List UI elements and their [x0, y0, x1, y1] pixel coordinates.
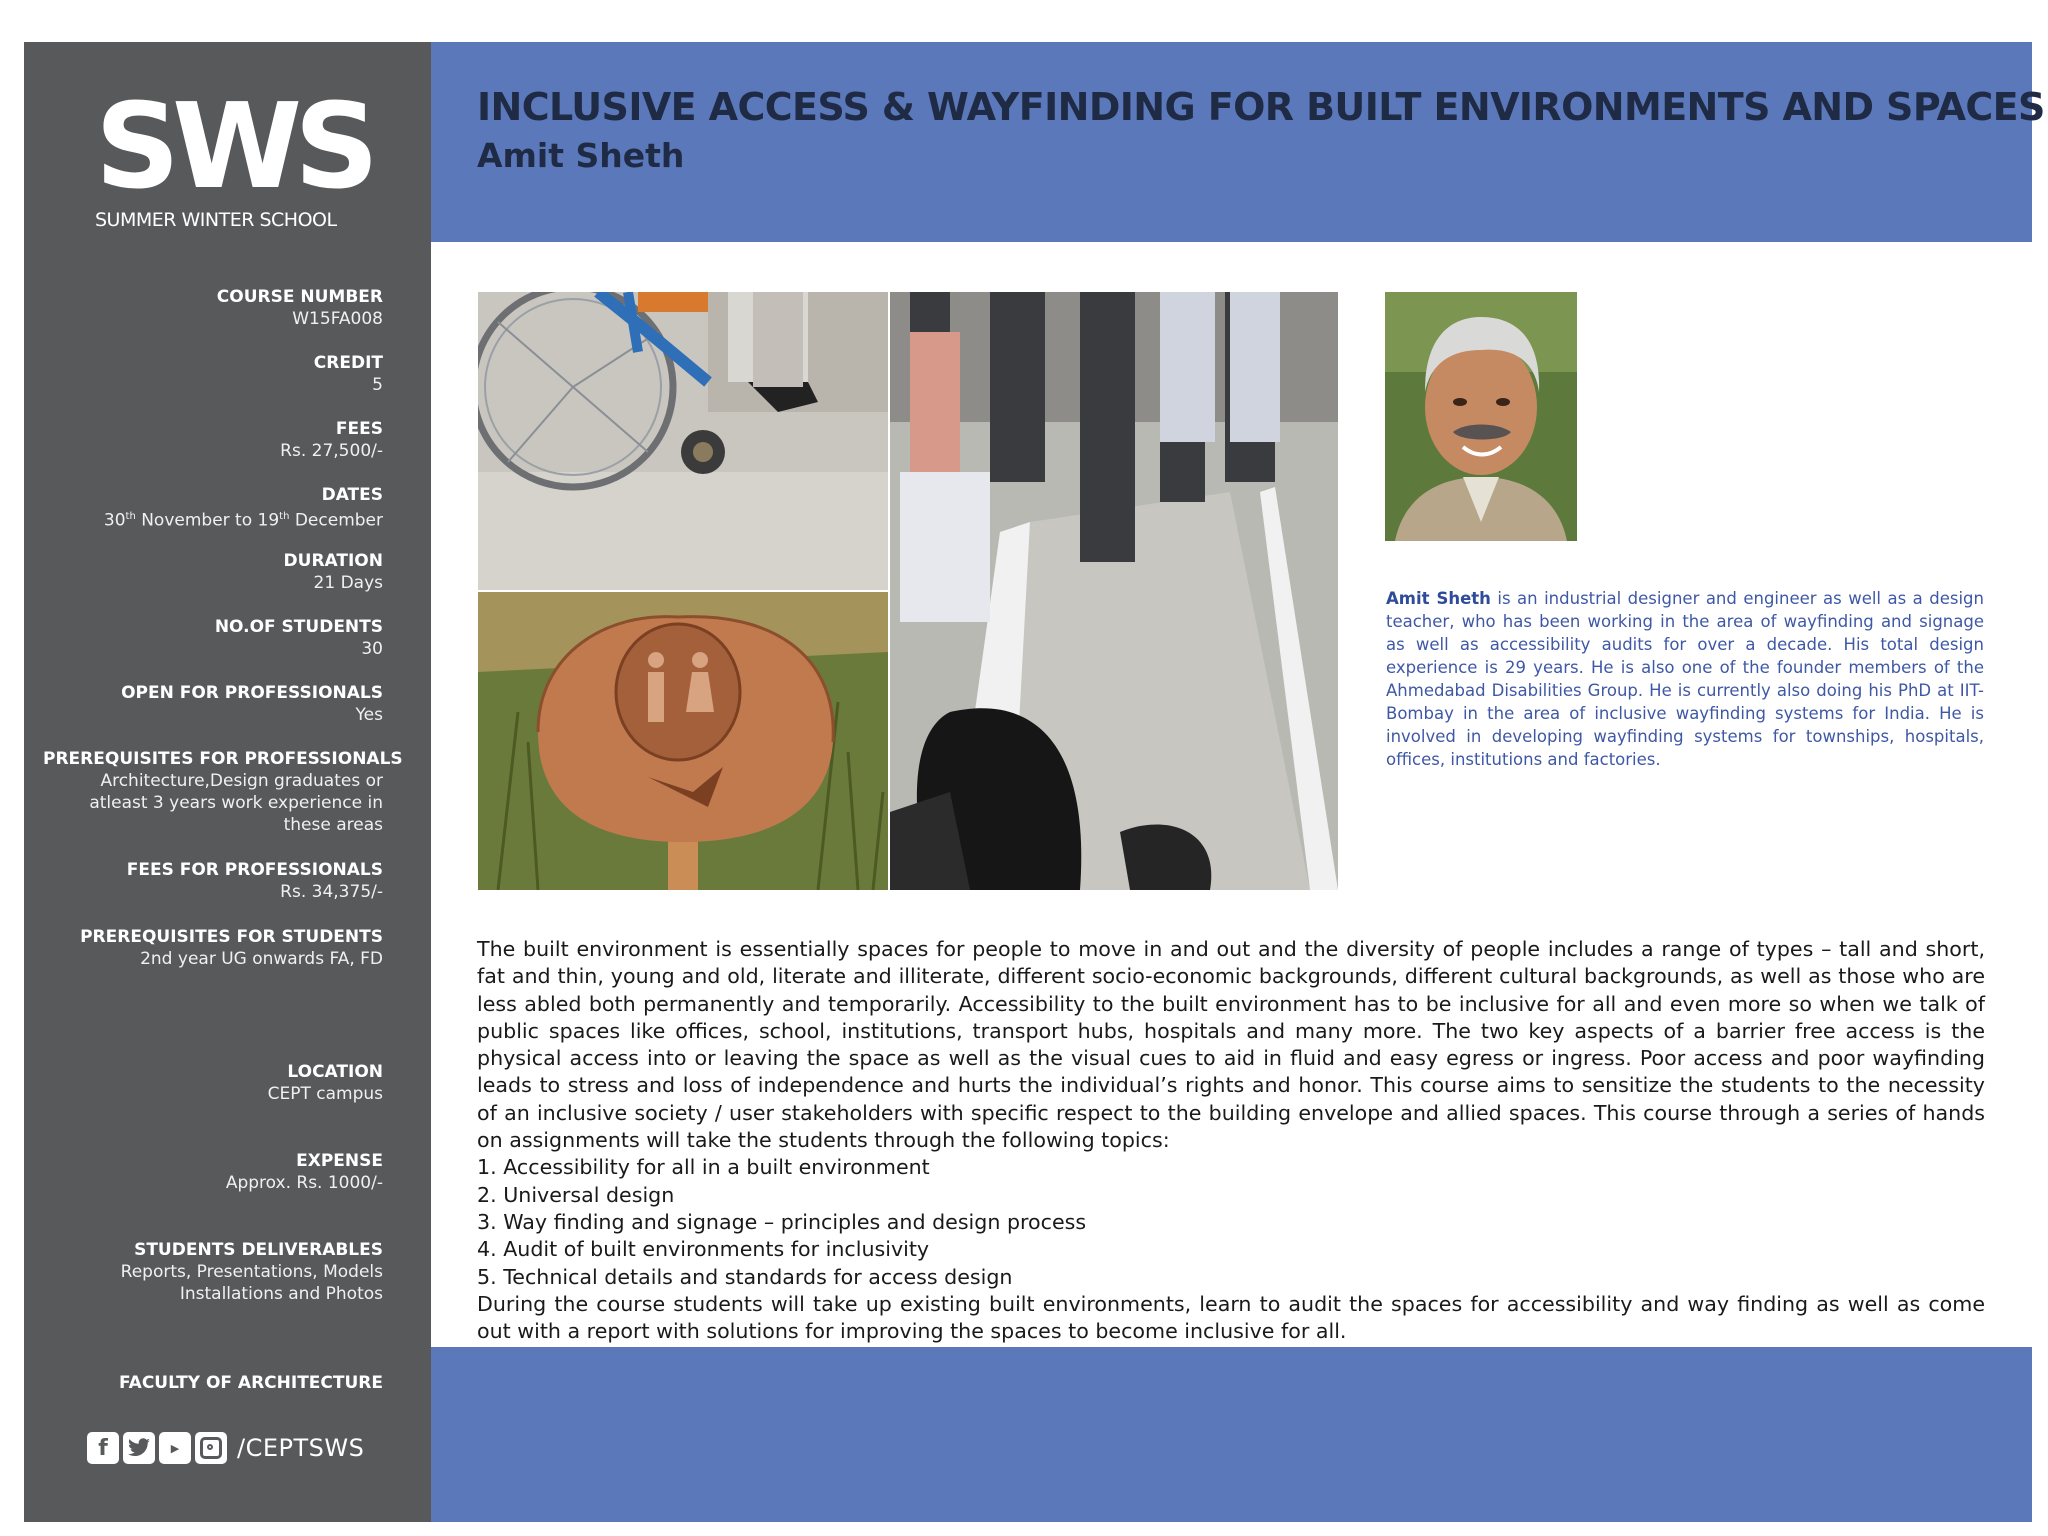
detail-open-professionals — [43, 682, 383, 726]
footer-band — [431, 1347, 2032, 1522]
wheelchair-photo — [478, 292, 888, 590]
detail-prereq-professionals — [43, 748, 403, 836]
detail-value: 21 Days — [313, 573, 383, 593]
detail-dates — [43, 484, 383, 532]
detail-value: Approx. Rs. 1000/- — [225, 1173, 383, 1193]
course-title: INCLUSIVE ACCESS & WAYFINDING FOR BUILT ENVIRONMENTS AND SPACES — [477, 85, 2045, 129]
sidebar — [24, 42, 431, 1522]
detail-value: 2nd year UG onwards FA, FD — [140, 949, 383, 969]
instructor-portrait — [1385, 292, 1577, 541]
detail-value: these areas — [283, 815, 383, 835]
detail-fees — [43, 418, 383, 462]
twitter-icon[interactable] — [123, 1432, 155, 1464]
detail-label: DATES — [321, 485, 383, 505]
topic-item: 4. Audit of built environments for inclusivity — [477, 1237, 930, 1262]
youtube-icon[interactable]: ▶ — [159, 1432, 191, 1464]
detail-value: Yes — [355, 705, 383, 725]
topic-list — [477, 1154, 1985, 1290]
detail-label: PREREQUISITES FOR STUDENTS — [80, 927, 383, 947]
detail-label: DURATION — [283, 551, 383, 571]
detail-label: STUDENTS DELIVERABLES — [134, 1240, 383, 1260]
detail-label: OPEN FOR PROFESSIONALS — [121, 683, 383, 703]
detail-value: 5 — [372, 375, 383, 395]
detail-deliverables — [43, 1239, 383, 1305]
detail-course-number — [43, 286, 383, 330]
course-description — [477, 936, 1985, 1345]
detail-students — [43, 616, 383, 660]
detail-label: NO.OF STUDENTS — [214, 617, 383, 637]
topic-item: 1. Accessibility for all in a built environment — [477, 1155, 930, 1180]
restroom-sign-photo — [478, 592, 888, 890]
bio-text: is an industrial designer and engineer as well as a design teacher, who has been working in the area of wayfinding and signage as well as accessibility audits for over a decade. His total design experience is 29 years. He is also one of the founder members of the Ahmedabad Disabilities Group. He is currently also doing his PhD at IIT-Bombay in the area of inclusive wayfinding systems for India. He is involved in developing wayfinding systems for townships, hospitals, offices, institutions and factories. — [1386, 589, 1984, 769]
detail-duration — [43, 550, 383, 594]
logo-subtitle: SUMMER WINTER SCHOOL — [95, 209, 337, 231]
detail-label: FACULTY OF ARCHITECTURE — [119, 1373, 383, 1393]
social-links — [87, 1432, 364, 1464]
description-intro: The built environment is essentially spaces for people to move in and out and the diversity of people includes a range of types – tall and short, fat and thin, young and old, literate and illiterate, different socio-economic backgrounds, different cultural backgrounds, as well as those who are less abled both permanently and temporarily. Accessibility to the built environment has to be inclusive for all and even more so when we talk of public spaces like offices, school, institutions, transport hubs, hospitals and many more. The two key aspects of a barrier free access is the physical access into or leaving the space as well as the visual cues to aid in fluid and easy egress or ingress. Poor access and poor wayfinding leads to stress and loss of independence and hurts the individual’s rights and honor. This course aims to sensitize the students to the necessity of an inclusive society / user stakeholders with specific respect to the building envelope and allied spaces. This course through a series of hands on assignments will take the students through the following topics: — [477, 937, 1985, 1153]
detail-label: EXPENSE — [296, 1151, 383, 1171]
description-closing: During the course students will take up existing built environments, learn to audit the spaces for accessibility and way finding as well as come out with a report with solutions for improving the spaces to become inclusive for all. — [477, 1291, 1985, 1344]
social-handle[interactable]: /CEPTSWS — [237, 1434, 365, 1462]
logo-mark: SWS — [95, 77, 372, 215]
detail-location — [43, 1061, 383, 1105]
detail-expense — [43, 1150, 383, 1194]
detail-value: 30th November to 19th December — [103, 510, 383, 531]
topic-item: 5. Technical details and standards for access design — [477, 1264, 1013, 1289]
detail-value: Rs. 27,500/- — [280, 441, 383, 461]
detail-value: Rs. 34,375/- — [280, 882, 383, 902]
detail-faculty — [43, 1372, 383, 1394]
topic-item: 2. Universal design — [477, 1182, 675, 1207]
detail-value: 30 — [361, 639, 383, 659]
detail-value: CEPT campus — [267, 1084, 383, 1104]
sws-logo — [95, 77, 372, 231]
detail-credit — [43, 352, 383, 396]
detail-prereq-students — [43, 926, 383, 970]
detail-value: Installations and Photos — [179, 1284, 383, 1304]
bio-name: Amit Sheth — [1386, 589, 1491, 608]
detail-value: W15FA008 — [292, 309, 383, 329]
detail-label: COURSE NUMBER — [216, 287, 383, 307]
detail-label: FEES — [335, 419, 383, 439]
ramp-workshop-photo — [890, 292, 1338, 890]
detail-fees-professionals — [43, 859, 383, 903]
topic-item: 3. Way finding and signage – principles and design process — [477, 1209, 1087, 1234]
detail-label: LOCATION — [287, 1062, 383, 1082]
instructor-bio — [1386, 587, 1984, 771]
instructor-name: Amit Sheth — [477, 136, 685, 175]
detail-value: Reports, Presentations, Models — [120, 1262, 383, 1282]
detail-value: atleast 3 years work experience in — [89, 793, 383, 813]
detail-value: Architecture,Design graduates or — [100, 771, 383, 791]
detail-label: FEES FOR PROFESSIONALS — [126, 860, 383, 880]
detail-label: PREREQUISITES FOR PROFESSIONALS — [43, 749, 403, 769]
detail-label: CREDIT — [313, 353, 383, 373]
facebook-icon[interactable]: f — [87, 1432, 119, 1464]
instagram-icon[interactable] — [195, 1432, 227, 1464]
